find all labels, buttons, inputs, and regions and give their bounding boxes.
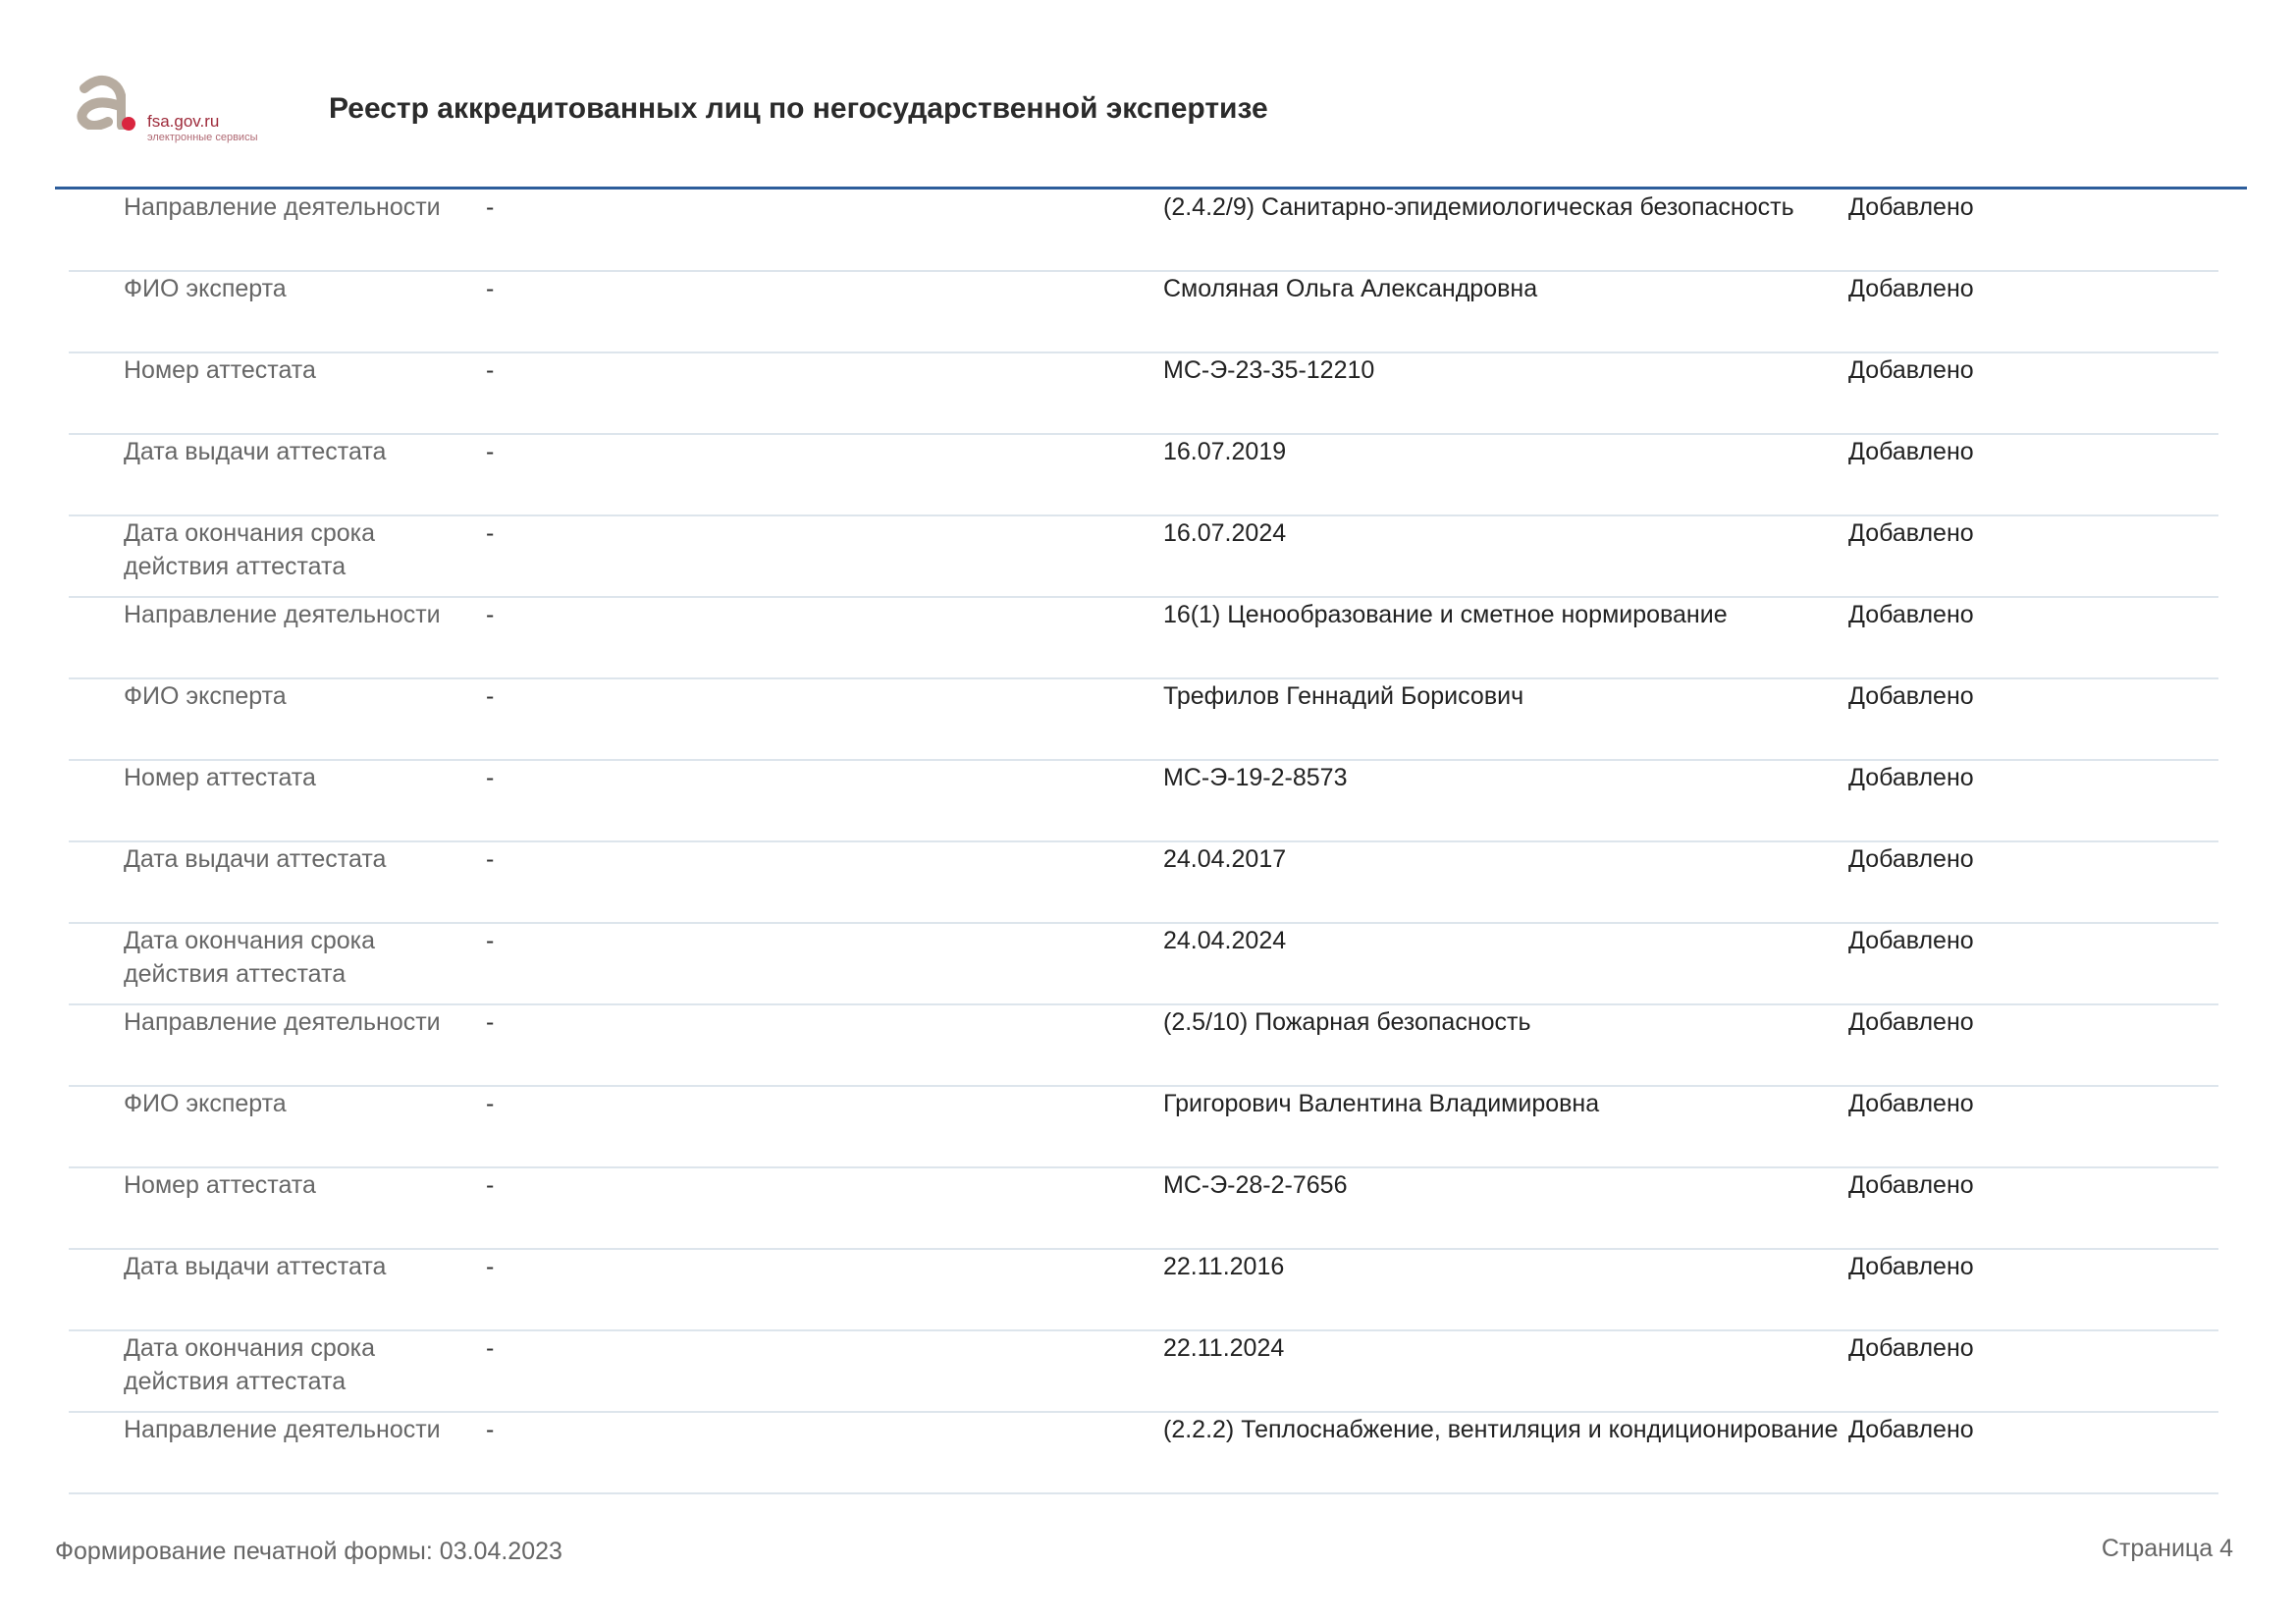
logo-site-text: fsa.gov.ru <box>147 112 220 131</box>
field-name-cell: Дата выдачи аттестата <box>124 845 387 873</box>
status-cell: Добавлено <box>1848 1090 1974 1117</box>
field-name-cell: ФИО эксперта <box>124 275 287 302</box>
fsa-logo <box>75 75 271 145</box>
status-cell: Добавлено <box>1848 275 1974 302</box>
new-value-cell: 24.04.2017 <box>1163 845 1287 873</box>
table-row <box>69 1250 2218 1331</box>
status-cell: Добавлено <box>1848 764 1974 791</box>
status-cell: Добавлено <box>1848 601 1974 628</box>
old-value-cell: - <box>486 1253 495 1280</box>
table-row <box>69 353 2218 435</box>
status-cell: Добавлено <box>1848 1008 1974 1036</box>
status-cell: Добавлено <box>1848 927 1974 954</box>
new-value-cell: Григорович Валентина Владимировна <box>1163 1090 1600 1117</box>
status-cell: Добавлено <box>1848 193 1974 221</box>
new-value-cell: 22.11.2024 <box>1163 1334 1285 1362</box>
old-value-cell: - <box>486 1171 495 1199</box>
field-name-cell: Направление деятельности <box>124 193 441 221</box>
status-cell: Добавлено <box>1848 1253 1974 1280</box>
table-row <box>69 679 2218 761</box>
field-name-cell: Дата окончания срока действия аттестата <box>124 1334 376 1395</box>
old-value-cell: - <box>486 519 495 547</box>
new-value-cell: (2.5/10) Пожарная безопасность <box>1163 1008 1531 1036</box>
new-value-cell: 22.11.2016 <box>1163 1253 1285 1280</box>
new-value-cell: МС-Э-28-2-7656 <box>1163 1171 1348 1199</box>
old-value-cell: - <box>486 682 495 710</box>
field-name-cell: Дата выдачи аттестата <box>124 438 387 465</box>
field-name-cell: ФИО эксперта <box>124 1090 287 1117</box>
logo-a-icon <box>75 75 126 130</box>
field-name-cell: Направление деятельности <box>124 1416 441 1443</box>
new-value-cell: МС-Э-19-2-8573 <box>1163 764 1348 791</box>
old-value-cell: - <box>486 1008 495 1036</box>
status-cell: Добавлено <box>1848 1334 1974 1362</box>
status-cell: Добавлено <box>1848 682 1974 710</box>
table-row <box>69 190 2218 272</box>
new-value-cell: 16.07.2019 <box>1163 438 1287 465</box>
table-row <box>69 1168 2218 1250</box>
logo-subtitle: электронные сервисы <box>147 132 258 143</box>
table-row <box>69 1413 2218 1494</box>
field-name-cell: Направление деятельности <box>124 1008 441 1036</box>
old-value-cell: - <box>486 1090 495 1117</box>
table-row <box>69 1005 2218 1087</box>
table-row <box>69 1331 2218 1413</box>
table-row <box>69 842 2218 924</box>
old-value-cell: - <box>486 927 495 954</box>
new-value-cell: (2.2.2) Теплоснабжение, вентиляция и кондиционирование <box>1163 1416 1839 1443</box>
field-name-cell: Направление деятельности <box>124 601 441 628</box>
header-divider <box>55 187 2247 189</box>
field-name-cell: Дата окончания срока действия аттестата <box>124 927 376 988</box>
logo-dot <box>122 117 135 131</box>
old-value-cell: - <box>486 438 495 465</box>
table-row <box>69 1087 2218 1168</box>
document-title: Реестр аккредитованных лиц по негосударственной экспертизе <box>329 92 1268 125</box>
page-number: Страница 4 <box>2101 1535 2233 1562</box>
field-name-cell: Номер аттестата <box>124 356 316 384</box>
table-row <box>69 598 2218 679</box>
field-name-cell: Номер аттестата <box>124 764 316 791</box>
old-value-cell: - <box>486 764 495 791</box>
new-value-cell: Трефилов Геннадий Борисович <box>1163 682 1524 710</box>
status-cell: Добавлено <box>1848 438 1974 465</box>
old-value-cell: - <box>486 845 495 873</box>
new-value-cell: 16.07.2024 <box>1163 519 1287 547</box>
new-value-cell: Смоляная Ольга Александровна <box>1163 275 1538 302</box>
new-value-cell: 24.04.2024 <box>1163 927 1287 954</box>
table-row <box>69 924 2218 1005</box>
table-row <box>69 516 2218 598</box>
print-date: Формирование печатной формы: 03.04.2023 <box>55 1538 562 1565</box>
status-cell: Добавлено <box>1848 519 1974 547</box>
new-value-cell: (2.4.2/9) Санитарно-эпидемиологическая безопасность <box>1163 193 1794 221</box>
old-value-cell: - <box>486 601 495 628</box>
changes-table <box>69 190 2218 1494</box>
table-row <box>69 761 2218 842</box>
status-cell: Добавлено <box>1848 1416 1974 1443</box>
table-row <box>69 435 2218 516</box>
status-cell: Добавлено <box>1848 1171 1974 1199</box>
old-value-cell: - <box>486 1334 495 1362</box>
field-name-cell: Дата окончания срока действия аттестата <box>124 519 376 580</box>
old-value-cell: - <box>486 356 495 384</box>
field-name-cell: ФИО эксперта <box>124 682 287 710</box>
old-value-cell: - <box>486 193 495 221</box>
status-cell: Добавлено <box>1848 356 1974 384</box>
field-name-cell: Дата выдачи аттестата <box>124 1253 387 1280</box>
new-value-cell: МС-Э-23-35-12210 <box>1163 356 1375 384</box>
old-value-cell: - <box>486 1416 495 1443</box>
old-value-cell: - <box>486 275 495 302</box>
status-cell: Добавлено <box>1848 845 1974 873</box>
table-row <box>69 272 2218 353</box>
new-value-cell: 16(1) Ценообразование и сметное нормирование <box>1163 601 1728 628</box>
field-name-cell: Номер аттестата <box>124 1171 316 1199</box>
